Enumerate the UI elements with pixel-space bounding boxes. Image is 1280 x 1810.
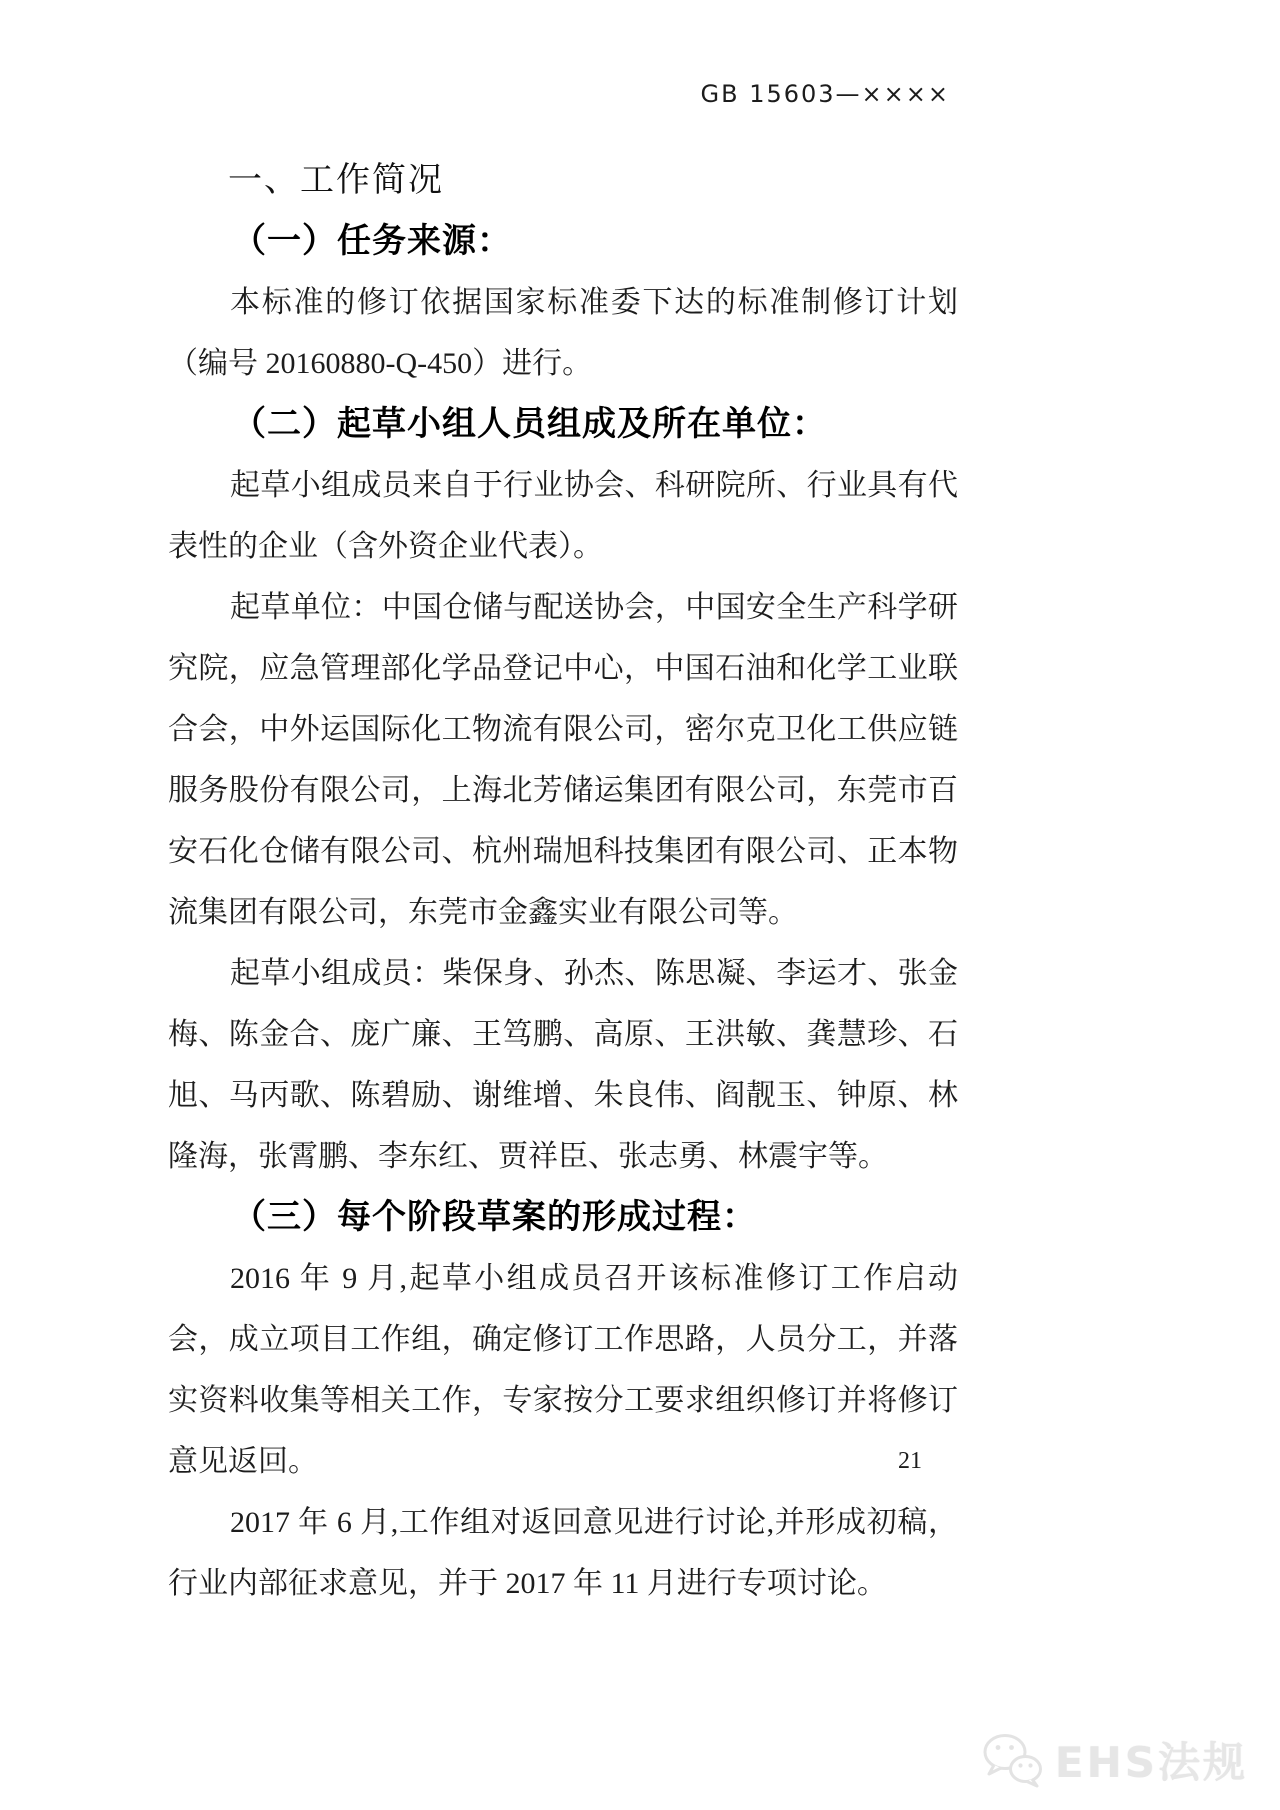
heading-task-source: （一）任务来源：: [232, 221, 512, 261]
page-number: 21: [898, 1448, 922, 1474]
paragraph-process-2016: 2016 年 9 月,起草小组成员召开该标准修订工作启动会，成立项目工作组，确定修订工作思路，人员分工，并落实资料收集等相关工作，专家按分工要求组织修订并将修订意见返回。: [168, 1262, 958, 1478]
heading-draft-process: （三）每个阶段草案的形成过程：: [232, 1197, 757, 1237]
page-title: 一、工作简况: [228, 160, 444, 200]
paragraph-drafting-units: 起草单位：中国仓储与配送协会，中国安全生产科学研究院，应急管理部化学品登记中心，中国石油和化学工业联合会，中外运国际化工物流有限公司，密尔克卫化工供应链服务股份有限公司，上海北芳储运集团有限公司，东莞市百安石化仓储有限公司、杭州瑞旭科技集团有限公司、正本物流集团有限公司，东莞市金鑫实业有限公司等。: [168, 591, 958, 929]
wechat-icon: [979, 1731, 1045, 1789]
watermark-label: EHS法规: [1054, 1738, 1248, 1787]
document-header: [701, 80, 950, 108]
paragraph-task-source: 本标准的修订依据国家标准委下达的标准制修订计划（编号 20160880-Q-450）进行。: [168, 286, 958, 380]
document-content: [168, 150, 958, 1614]
paragraph-group-origin: 起草小组成员来自于行业协会、科研院所、行业具有代表性的企业（含外资企业代表）。: [168, 469, 958, 563]
watermark: [979, 1730, 1248, 1790]
paragraph-group-members: 起草小组成员：柴保身、孙杰、陈思凝、李运才、张金梅、陈金合、庞广廉、王笃鹏、高原、王洪敏、龚慧珍、石旭、马丙歌、陈碧励、谢维增、朱良伟、阎靓玉、钟原、林隆海，张霄鹏、李东红、贾祥臣、张志勇、林震宇等。: [168, 957, 958, 1173]
paragraph-process-2017: 2017 年 6 月,工作组对返回意见进行讨论,并形成初稿，行业内部征求意见，并于 2017 年 11 月进行专项讨论。: [168, 1506, 958, 1600]
standard-number: GB 15603—××××: [700, 80, 950, 108]
heading-drafting-group: （二）起草小组人员组成及所在单位：: [232, 404, 827, 444]
